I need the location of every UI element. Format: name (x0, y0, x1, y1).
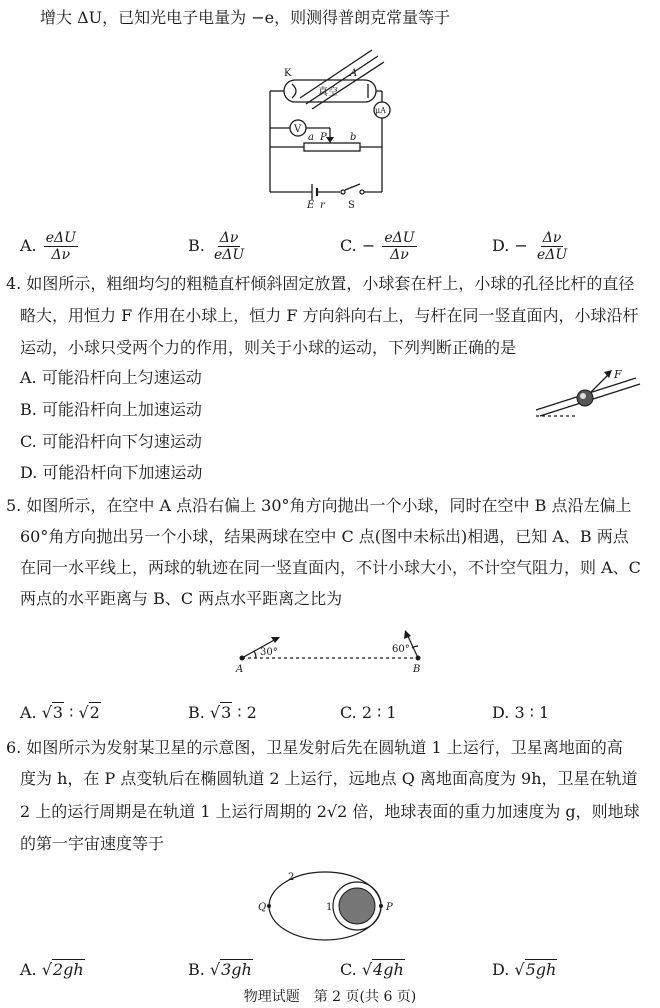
q5-stem-line-3: 在同一水平线上，两球的轨迹在同一竖直面内，不计小球大小，不计空气阻力，则 A、C (20, 558, 641, 577)
q6-option-b: B. √3gh (188, 960, 252, 979)
label-point-a: A (236, 664, 244, 675)
label-force-f: F (614, 368, 622, 381)
q6-option-d: D. √5gh (492, 960, 557, 979)
q4-stem-line-3: 运动，小球只受两个力的作用，则关于小球的运动，下列判断正确的是 (20, 338, 517, 357)
label-internal-r: r (320, 200, 325, 211)
label-point-q: Q (258, 902, 267, 913)
label-k: K (284, 68, 292, 79)
q6-option-c: C. √4gh (340, 960, 404, 979)
label-voltmeter: V (294, 124, 302, 135)
label-slider-p: P (320, 132, 327, 143)
q6-stem-line-4: 的第一宇宙速度等于 (20, 834, 165, 853)
q4-stem-line-2: 略大，用恒力 F 作用在小球上，恒力 F 方向斜向右上，与杆在同一竖直面内，小球沿杆 (20, 306, 639, 325)
q6-stem-line-3: 2 上的运行周期是在轨道 1 上运行周期的 2√2 倍，地球表面的重力加速度为 g，则地球 (20, 802, 640, 821)
q6-option-a: A. √2gh (20, 960, 84, 979)
q5-option-d: D. 3 ∶ 1 (492, 703, 550, 722)
label-switch-s: S (348, 200, 355, 211)
label-end-a: a (308, 132, 314, 143)
label-emf-e: E (307, 200, 315, 211)
q5-stem-line-4: 两点的水平距离与 B、C 两点水平距离之比为 (20, 589, 343, 608)
q3-option-a: A. $\frac{\text{eΔU}}{\Delta\nu}$ (20, 230, 76, 263)
question-3-stem-tail: 增大 ΔU，已知光电子电量为 −e，则测得普朗克常量等于 (40, 8, 451, 27)
q5-stem-line-2: 60°角方向抛出另一个小球，结果两球在空中 C 点(图中未标出)相遇，已知 A、B 两点 (20, 527, 629, 546)
label-point-b: B (413, 664, 421, 675)
q4-option-c: C. 可能沿杆向下匀速运动 (20, 432, 202, 451)
q5-stem-line-1: 5. 如图所示，在空中 A 点沿右偏上 30°角方向抛出一个小球，同时在空中 B 点沿左偏上 (6, 496, 632, 515)
q5-option-c: C. 2 ∶ 1 (340, 703, 397, 722)
label-end-b: b (350, 132, 357, 143)
label-anode-a: A (350, 68, 358, 79)
label-orbit-2: 2 (288, 872, 295, 883)
label-angle-30: 30° (260, 647, 278, 658)
label-point-p: P (386, 902, 393, 913)
label-angle-60: 60° (392, 644, 410, 655)
q4-option-a: A. 可能沿杆向上匀速运动 (20, 368, 202, 387)
q4-option-b: B. 可能沿杆向上加速运动 (20, 400, 202, 419)
label-vacuum: 真空 (318, 87, 338, 98)
label-orbit-1: 1 (326, 902, 333, 913)
q3-option-d: D. − $\frac{\Delta\nu}{\text{eΔU}}$ (492, 230, 568, 263)
q4-option-d: D. 可能沿杆向下加速运动 (20, 463, 203, 482)
q5-option-b: B. √3 ∶ 2 (188, 703, 257, 722)
q6-stem-line-1: 6. 如图所示为发射某卫星的示意图，卫星发射后先在圆轨道 1 上运行，卫星离地面的高 (6, 738, 623, 757)
q5-option-a: A. √3 ∶ √2 (20, 703, 100, 722)
q4-stem-line-1: 4. 如图所示，粗细均匀的粗糙直杆倾斜固定放置，小球套在杆上，小球的孔径比杆的直径 (6, 274, 635, 293)
q3-option-c: C. − $\frac{\text{eΔU}}{\Delta\nu}$ (340, 230, 415, 263)
label-microammeter: μA (375, 106, 386, 115)
q6-stem-line-2: 度为 h，在 P 点变轨后在椭圆轨道 2 上运行，远地点 Q 离地面高度为 9h，卫星在轨道 (20, 769, 638, 788)
q3-option-b: B. $\frac{\Delta\nu}{\text{eΔU}}$ (188, 230, 245, 263)
page-footer: 物理试题 第 2 页(共 6 页) (243, 989, 417, 1005)
